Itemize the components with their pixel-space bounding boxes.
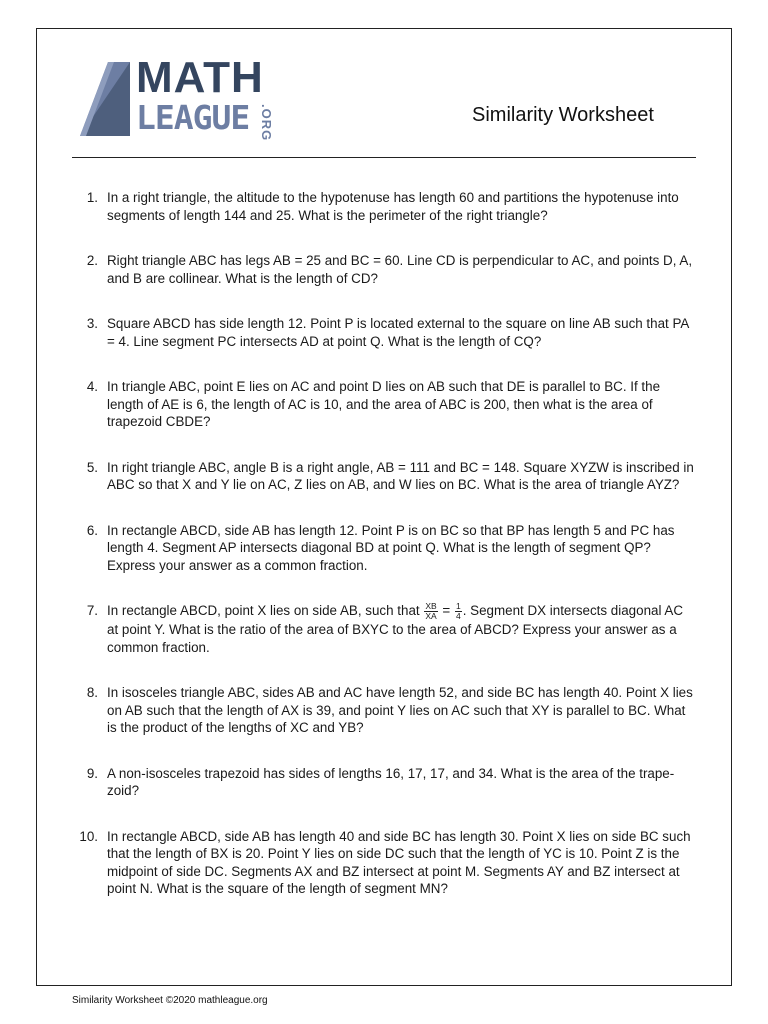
problem-number: 8. — [86, 685, 98, 700]
problem-text: Square ABCD has side length 12. Point P is located external to the square on line AB such that PA = 4. Line segment PC intersects AD at point Q. What is the length of CQ? — [107, 316, 689, 349]
problem-number: 2. — [86, 253, 98, 268]
problem-text-after: . Segment DX intersects diagonal AC at point Y. What is the ratio of the area of BXYC to the area of ABCD? Express your answer as a common fraction. — [107, 603, 684, 655]
problem-list — [76, 189, 696, 926]
problem-text: In right triangle ABC, angle B is a right angle, AB = 111 and BC = 148. Square XYZW is inscribed in ABC so that X and Y lie on AC, Z lies on AB, and W lies on BC. What is the area of triangle AYZ? — [107, 459, 694, 492]
page-footer: Similarity Worksheet ©2020 mathleague.org — [72, 995, 268, 1006]
problem-item — [76, 459, 696, 494]
page-title: Similarity Worksheet — [472, 104, 654, 126]
problem-item — [76, 378, 696, 431]
problem-text-before: In rectangle ABCD, point X lies on side AB, such that — [107, 603, 424, 619]
equals-sign: = — [438, 603, 454, 619]
problem-number: 5. — [86, 459, 98, 475]
logo-triangle-icon — [78, 60, 138, 140]
problem-item — [76, 522, 696, 575]
mathleague-logo — [78, 53, 294, 142]
problem-number: 4. — [86, 379, 98, 394]
problem-number: 6. — [86, 522, 98, 538]
header-divider — [72, 157, 696, 158]
problem-text: In triangle ABC, point E lies on AC and point D lies on AB such that DE is parallel to BC. If the length of AE is 6, the length of AC is 10, and the area of ABC is 200, then what is the area of trapezoid CBDE? — [107, 379, 661, 429]
problem-item — [76, 765, 696, 800]
problem-number: 7. — [86, 603, 98, 618]
fraction-denominator: XA — [425, 611, 437, 621]
problem-text: Right triangle ABC has legs AB = 25 and BC = 60. Line CD is perpendicular to AC, and points D, A, and B are collinear. What is the length of CD? — [107, 253, 693, 286]
problem-number: 3. — [86, 316, 98, 331]
problem-item — [76, 602, 696, 656]
problem-number: 10. — [79, 828, 98, 844]
problem-item — [76, 189, 696, 224]
logo-word-math: MATH — [136, 53, 264, 102]
fraction-numerator: XB — [425, 601, 437, 611]
problem-text: In isosceles triangle ABC, sides AB and AC have length 52, and side BC has length 40. Point X lies on AB such that the length of AX is 39, and point Y lies on AC such that XY is parallel to BC. What is the product of the lengths of XC and YB? — [107, 685, 693, 735]
logo-word-league: LEAGUE — [136, 98, 250, 137]
fraction-xb-xa — [424, 602, 437, 621]
problem-text: A non-isosceles trapezoid has sides of lengths 16, 17, 17, and 34. What is the area of the trape-zoid? — [107, 765, 675, 798]
problem-item — [76, 828, 696, 898]
problem-item — [76, 684, 696, 737]
fraction-numerator: 1 — [455, 601, 461, 611]
problem-text: In a right triangle, the altitude to the hypotenuse has length 60 and partitions the hypotenuse into segments of length 144 and 25. What is the perimeter of the right triangle? — [107, 190, 679, 223]
problem-text: In rectangle ABCD, side AB has length 12. Point P is on BC so that BP has length 5 and PC has length 4. Segment AP intersects diagonal BD at point Q. What is the length of segment QP? Express your answer as a common fraction. — [107, 522, 675, 573]
fraction-one-quarter — [455, 602, 462, 621]
logo-word-org: .ORG — [259, 104, 274, 142]
problem-item — [76, 252, 696, 287]
problem-number: 1. — [86, 190, 98, 205]
problem-item — [76, 315, 696, 350]
problem-number: 9. — [86, 765, 98, 781]
problem-text: In rectangle ABCD, side AB has length 40 and side BC has length 30. Point X lies on side BC such that the length of BX is 20. Point Y lies on side DC such that the length of YC is 10. Point Z is the midpoint of side DC. Segments AX and BZ intersect at point M. Segments AY and BZ intersect at point N. What is the square of the length of segment MN? — [107, 828, 691, 896]
fraction-denominator: 4 — [455, 611, 461, 621]
